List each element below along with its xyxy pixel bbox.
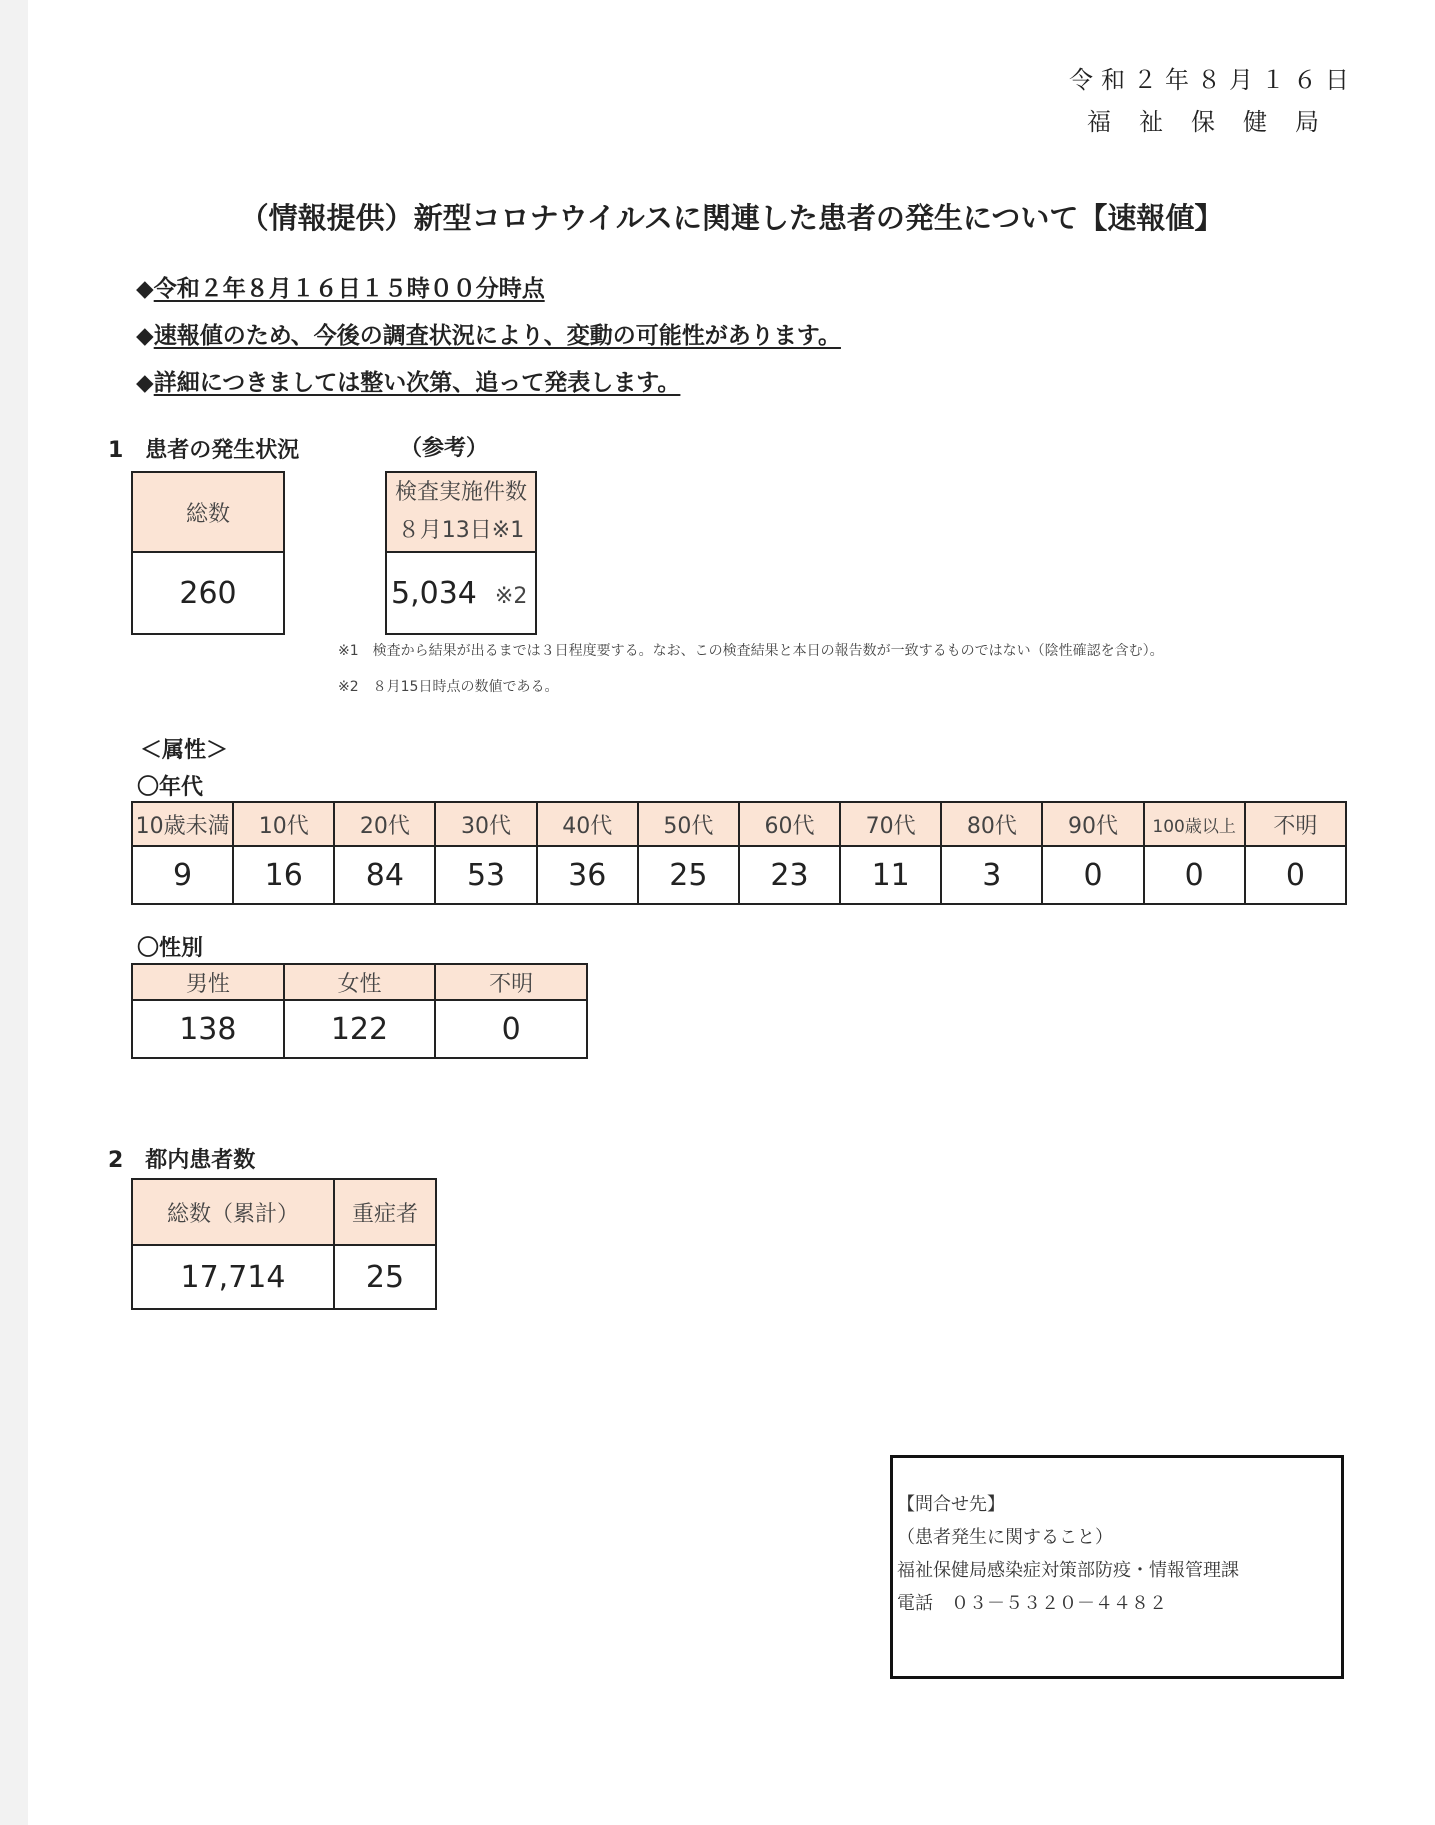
age-header: 10代 <box>233 802 334 846</box>
age-value: 23 <box>739 846 840 904</box>
tests-header-line2: ８月13日※1 <box>397 518 525 543</box>
notice-text: 速報値のため、今後の調査状況により、変動の可能性があります。 <box>153 323 841 349</box>
sex-table <box>131 963 588 1059</box>
age-table <box>131 801 1347 905</box>
document-title: （情報提供）新型コロナウイルスに関連した患者の発生について【速報値】 <box>239 201 1224 235</box>
sex-value: 138 <box>132 1000 284 1058</box>
cumulative-value: 17,714 <box>132 1245 334 1309</box>
age-value: 11 <box>840 846 941 904</box>
age-value: 16 <box>233 846 334 904</box>
age-value: 0 <box>1144 846 1245 904</box>
age-heading: 〇年代 <box>137 775 204 800</box>
total-value: 260 <box>132 552 284 634</box>
age-header: 40代 <box>537 802 638 846</box>
sex-header: 女性 <box>284 964 436 1000</box>
footnote-1: ※1 検査から結果が出るまでは３日程度要する。なお、この検査結果と本日の報告数が一致するものではない（陰性確認を含む）。 <box>338 643 1164 659</box>
age-header: 80代 <box>941 802 1042 846</box>
age-header: 60代 <box>739 802 840 846</box>
section2-heading: 2 都内患者数 <box>108 1148 256 1173</box>
age-value: 84 <box>334 846 435 904</box>
age-value: 36 <box>537 846 638 904</box>
age-value: 0 <box>1042 846 1143 904</box>
tests-conducted-table <box>385 471 537 635</box>
sex-header: 不明 <box>435 964 587 1000</box>
total-header: 総数 <box>132 472 284 552</box>
issuing-department: 福祉保健局 <box>1087 108 1347 136</box>
age-header: 50代 <box>638 802 739 846</box>
reference-label: （参考） <box>400 436 489 461</box>
notice-text: 令和２年８月１６日１５時００分時点 <box>153 276 545 302</box>
age-header: 不明 <box>1245 802 1346 846</box>
age-value: 9 <box>132 846 233 904</box>
age-header: 100歳以上 <box>1144 802 1245 846</box>
document-page <box>28 0 1435 1825</box>
footnote-2: ※2 ８月15日時点の数値である。 <box>338 679 559 695</box>
age-header: 20代 <box>334 802 435 846</box>
document-date: 令和２年８月１６日 <box>1069 66 1357 94</box>
attributes-heading: ＜属性＞ <box>140 738 229 763</box>
contact-box <box>890 1455 1344 1679</box>
notice-text: 詳細につきましては整い次第、追って発表します。 <box>153 370 681 396</box>
cumulative-header: 総数（累計） <box>132 1179 334 1245</box>
contact-heading: 【問合せ先】 <box>897 1494 1005 1515</box>
cumulative-table <box>131 1178 437 1310</box>
contact-phone: 電話 ０３－５３２０－４４８２ <box>897 1593 1167 1614</box>
total-patients-table <box>131 471 285 635</box>
age-value: 0 <box>1245 846 1346 904</box>
age-value: 25 <box>638 846 739 904</box>
tests-value-cell <box>386 552 536 634</box>
age-header: 70代 <box>840 802 941 846</box>
notice-preliminary <box>136 317 841 350</box>
sex-value: 0 <box>435 1000 587 1058</box>
notice-details <box>136 364 680 397</box>
age-value: 3 <box>941 846 1042 904</box>
age-header: 10歳未満 <box>132 802 233 846</box>
notice-timestamp <box>136 270 545 303</box>
sex-header: 男性 <box>132 964 284 1000</box>
age-header: 30代 <box>435 802 536 846</box>
tests-header <box>386 472 536 552</box>
sex-value: 122 <box>284 1000 436 1058</box>
tests-header-line1: 検査実施件数 <box>394 480 527 505</box>
tests-note-mark: ※2 <box>494 583 528 609</box>
contact-office: 福祉保健局感染症対策部防疫・情報管理課 <box>897 1560 1239 1581</box>
age-header: 90代 <box>1042 802 1143 846</box>
diamond-bullet-icon: ◆ <box>136 323 154 349</box>
severe-value: 25 <box>334 1245 436 1309</box>
diamond-bullet-icon: ◆ <box>136 370 154 396</box>
tests-value: 5,034 <box>391 575 477 611</box>
sex-heading: 〇性別 <box>137 936 204 961</box>
section1-heading: 1 患者の発生状況 <box>108 438 300 463</box>
severe-header: 重症者 <box>334 1179 436 1245</box>
contact-subject: （患者発生に関すること） <box>897 1527 1113 1548</box>
diamond-bullet-icon: ◆ <box>136 276 154 302</box>
age-value: 53 <box>435 846 536 904</box>
